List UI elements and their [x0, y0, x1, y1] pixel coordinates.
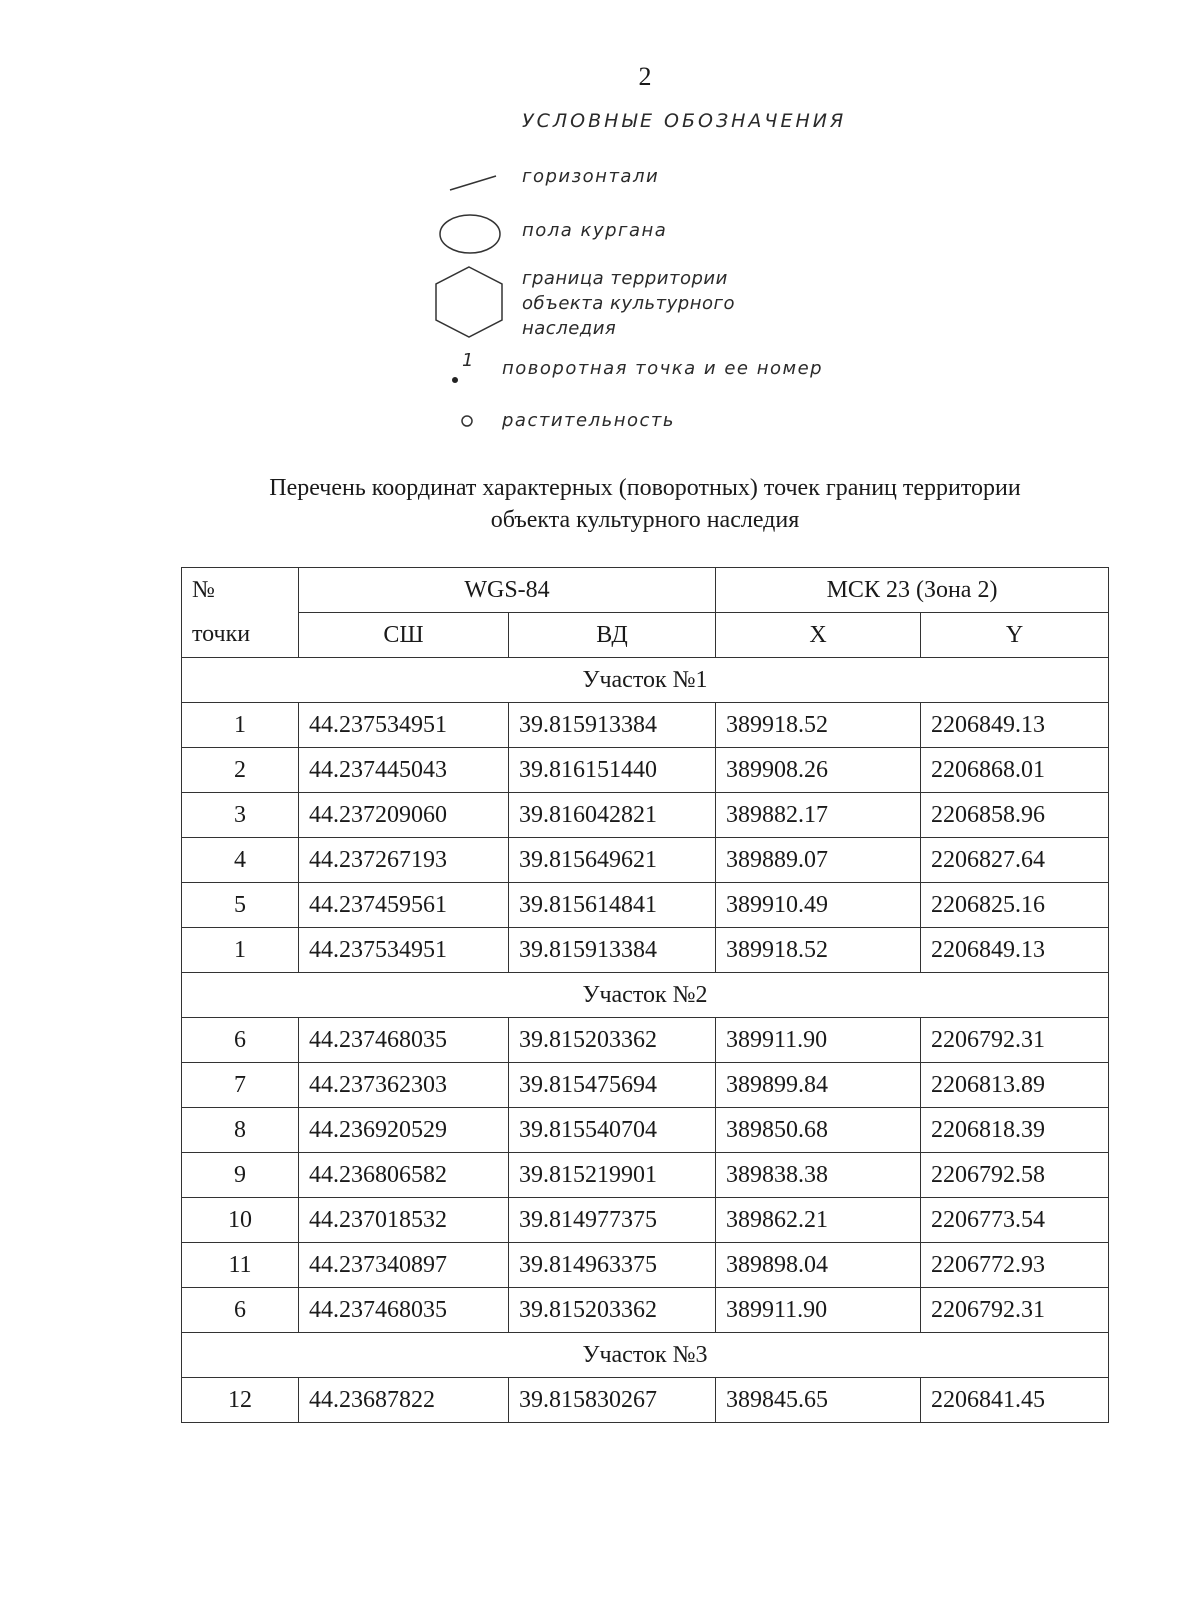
x-cell: 389918.52 [716, 928, 921, 973]
x-cell: 389838.38 [716, 1153, 921, 1198]
lon-cell: 39.815649621 [509, 838, 716, 883]
lat-cell: 44.237340897 [299, 1243, 509, 1288]
lon-cell: 39.815540704 [509, 1108, 716, 1153]
y-cell: 2206849.13 [921, 928, 1109, 973]
lat-cell: 44.23687822 [299, 1378, 509, 1423]
legend-label-contours: горизонтали [522, 166, 660, 187]
x-cell: 389911.90 [716, 1288, 921, 1333]
x-cell: 389862.21 [716, 1198, 921, 1243]
hexagon-icon [432, 264, 506, 340]
section-title: Участок №2 [182, 973, 1109, 1018]
lat-cell: 44.236920529 [299, 1108, 509, 1153]
point-number-cell: 8 [182, 1108, 299, 1153]
header-lon: ВД [509, 613, 716, 658]
x-cell: 389910.49 [716, 883, 921, 928]
table-body [182, 658, 1109, 1423]
table-row [182, 883, 1109, 928]
lat-cell: 44.237267193 [299, 838, 509, 883]
ellipse-icon [437, 212, 503, 256]
y-cell: 2206813.89 [921, 1063, 1109, 1108]
point-marker-number: 1 [462, 350, 475, 371]
table-heading-line-2: объекта культурного наследия [490, 507, 800, 533]
table-row [182, 1108, 1109, 1153]
y-cell: 2206849.13 [921, 703, 1109, 748]
lat-cell: 44.237468035 [299, 1288, 509, 1333]
lon-cell: 39.814977375 [509, 1198, 716, 1243]
circle-icon [458, 412, 476, 430]
point-number-cell: 1 [182, 703, 299, 748]
section-title: Участок №3 [182, 1333, 1109, 1378]
y-cell: 2206772.93 [921, 1243, 1109, 1288]
y-cell: 2206825.16 [921, 883, 1109, 928]
lat-cell: 44.236806582 [299, 1153, 509, 1198]
x-cell: 389899.84 [716, 1063, 921, 1108]
y-cell: 2206818.39 [921, 1108, 1109, 1153]
table-row [182, 1018, 1109, 1063]
x-cell: 389911.90 [716, 1018, 921, 1063]
lon-cell: 39.816042821 [509, 793, 716, 838]
table-header-row-2 [182, 613, 1109, 658]
point-number-cell: 10 [182, 1198, 299, 1243]
lat-cell: 44.237209060 [299, 793, 509, 838]
x-cell: 389845.65 [716, 1378, 921, 1423]
lat-cell: 44.237468035 [299, 1018, 509, 1063]
point-number-cell: 2 [182, 748, 299, 793]
table-heading-line-1: Перечень координат характерных (поворотных) точек границ территории [269, 475, 1021, 501]
section-row [182, 658, 1109, 703]
table-row [182, 793, 1109, 838]
point-number-cell: 12 [182, 1378, 299, 1423]
table-row [182, 1153, 1109, 1198]
table-row [182, 928, 1109, 973]
point-number-cell: 1 [182, 928, 299, 973]
legend-label-boundary-line-3: наследия [522, 318, 617, 339]
point-number-cell: 6 [182, 1018, 299, 1063]
table-row [182, 703, 1109, 748]
legend-label-boundary-line-2: объекта культурного [522, 293, 735, 314]
lat-cell: 44.237018532 [299, 1198, 509, 1243]
y-cell: 2206868.01 [921, 748, 1109, 793]
legend-title: УСЛОВНЫЕ ОБОЗНАЧЕНИЯ [522, 110, 847, 132]
x-cell: 389908.26 [716, 748, 921, 793]
lon-cell: 39.815913384 [509, 928, 716, 973]
table-row [182, 748, 1109, 793]
lon-cell: 39.815913384 [509, 703, 716, 748]
table-row [182, 1243, 1109, 1288]
y-cell: 2206792.31 [921, 1288, 1109, 1333]
legend-label-boundary [522, 266, 735, 341]
lat-cell: 44.237445043 [299, 748, 509, 793]
lon-cell: 39.815203362 [509, 1018, 716, 1063]
section-row [182, 1333, 1109, 1378]
lat-cell: 44.237534951 [299, 703, 509, 748]
header-msk23: МСК 23 (Зона 2) [716, 568, 1109, 613]
header-y: Y [921, 613, 1109, 658]
y-cell: 2206841.45 [921, 1378, 1109, 1423]
point-number-cell: 3 [182, 793, 299, 838]
y-cell: 2206792.58 [921, 1153, 1109, 1198]
lon-cell: 39.816151440 [509, 748, 716, 793]
contour-line-icon [448, 172, 498, 194]
y-cell: 2206773.54 [921, 1198, 1109, 1243]
legend-label-vegetation: растительность [502, 410, 675, 431]
section-title: Участок №1 [182, 658, 1109, 703]
legend-label-turning-point: поворотная точка и ее номер [502, 358, 824, 379]
y-cell: 2206827.64 [921, 838, 1109, 883]
x-cell: 389889.07 [716, 838, 921, 883]
lat-cell: 44.237459561 [299, 883, 509, 928]
point-number-cell: 6 [182, 1288, 299, 1333]
lat-cell: 44.237534951 [299, 928, 509, 973]
point-number-cell: 9 [182, 1153, 299, 1198]
table-row [182, 1378, 1109, 1423]
table-row [182, 1198, 1109, 1243]
header-wgs84: WGS-84 [299, 568, 716, 613]
y-cell: 2206792.31 [921, 1018, 1109, 1063]
x-cell: 389918.52 [716, 703, 921, 748]
table-row [182, 1063, 1109, 1108]
legend-label-boundary-line-1: граница территории [522, 268, 728, 289]
header-no-line-1: № [182, 568, 299, 613]
lat-cell: 44.237362303 [299, 1063, 509, 1108]
lon-cell: 39.815830267 [509, 1378, 716, 1423]
header-lat: СШ [299, 613, 509, 658]
header-no-line-2: точки [182, 613, 299, 658]
table-header-row-1 [182, 568, 1109, 613]
table-row [182, 838, 1109, 883]
table-heading [180, 472, 1110, 536]
y-cell: 2206858.96 [921, 793, 1109, 838]
x-cell: 389898.04 [716, 1243, 921, 1288]
point-number-cell: 4 [182, 838, 299, 883]
x-cell: 389882.17 [716, 793, 921, 838]
legend-label-mound: пола кургана [522, 220, 668, 241]
header-x: X [716, 613, 921, 658]
lon-cell: 39.815614841 [509, 883, 716, 928]
lon-cell: 39.815475694 [509, 1063, 716, 1108]
lon-cell: 39.815219901 [509, 1153, 716, 1198]
section-row [182, 973, 1109, 1018]
table-row [182, 1288, 1109, 1333]
coordinates-table [181, 567, 1109, 1423]
x-cell: 389850.68 [716, 1108, 921, 1153]
lon-cell: 39.814963375 [509, 1243, 716, 1288]
point-number-cell: 11 [182, 1243, 299, 1288]
point-number-cell: 7 [182, 1063, 299, 1108]
point-number-cell: 5 [182, 883, 299, 928]
page-number: 2 [638, 62, 652, 91]
lon-cell: 39.815203362 [509, 1288, 716, 1333]
